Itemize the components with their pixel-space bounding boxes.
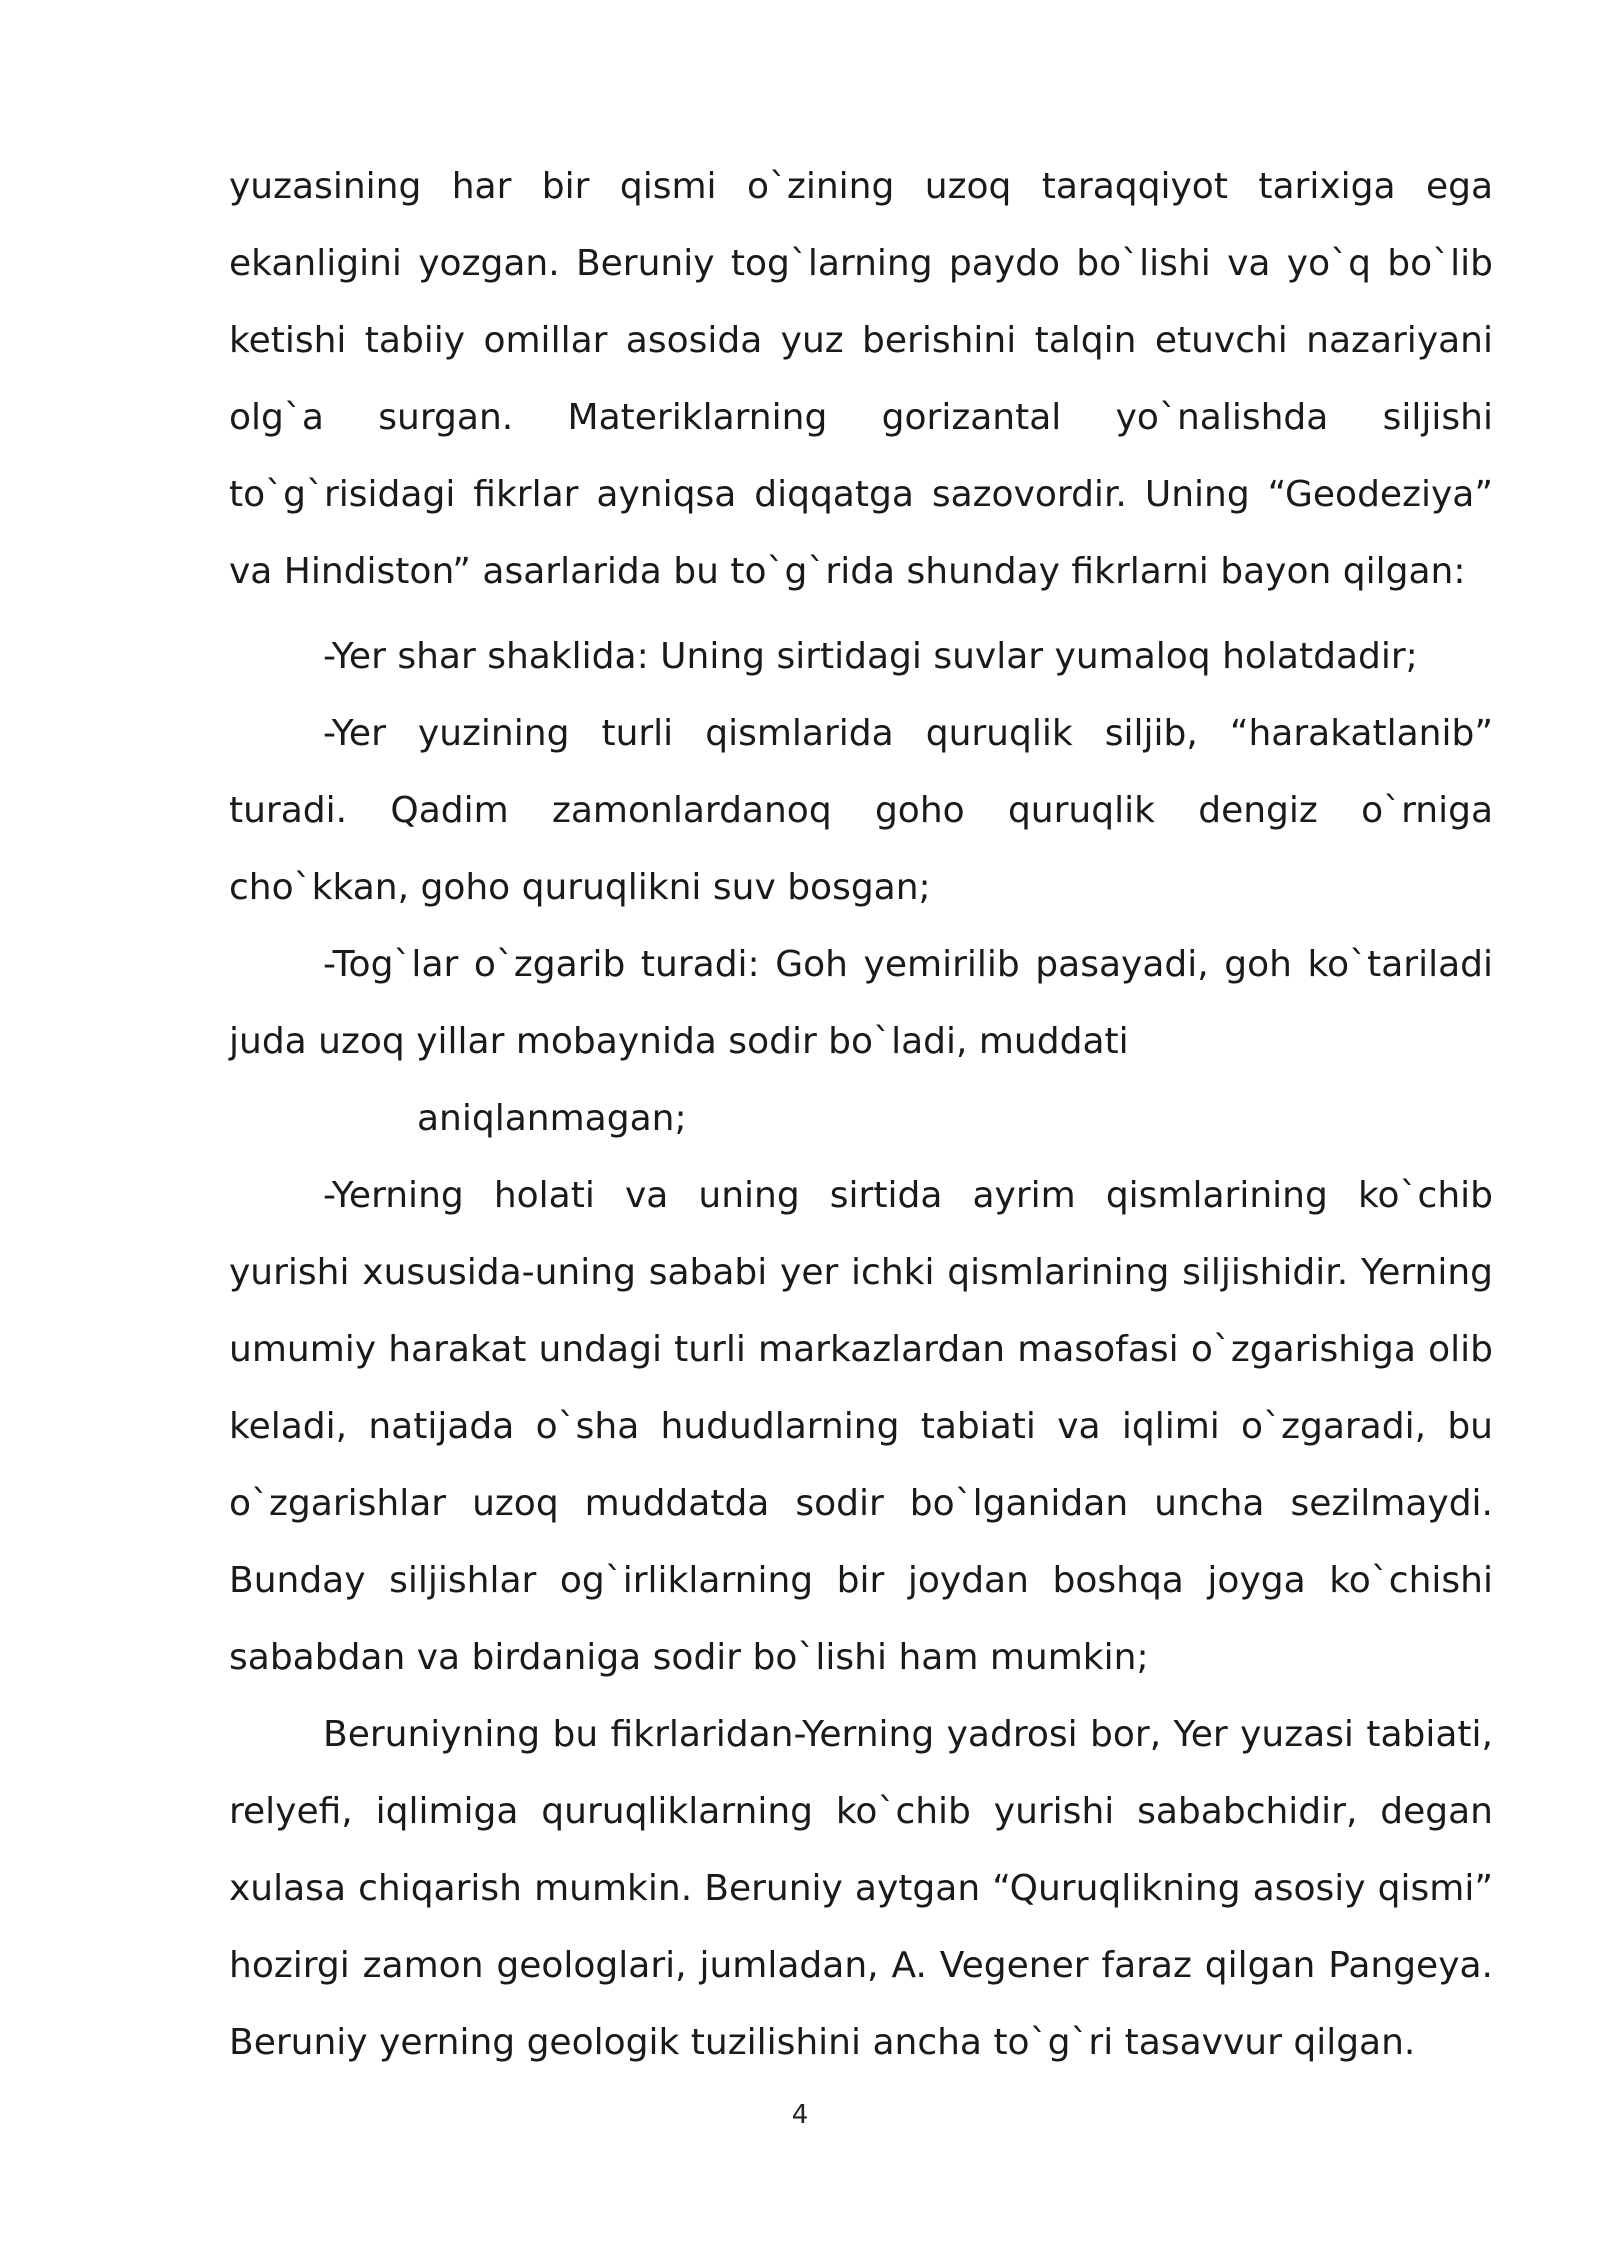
paragraph-conclusion: Beruniyning bu fikrlaridan-Yerning yadrosi bor, Yer yuzasi tabiati, relyefi, iqlimiga quruqliklarning ko`chib yurishi sababchidir, degan xulasa chiqarish mumkin. Beruniy aytgan “Quruqlikning asosiy qismi” hozirgi zamon geologlari, jumladan, A. Vegener faraz qilgan Pangeya. Beruniy yerning geologik tuzilishini ancha to`g`ri tasavvur qilgan.	[229, 1714, 1493, 2063]
list-item-land-movement: -Yer yuzining turli qismlarida quruqlik siljib, “harakatlanib” turadi. Qadim zamonlardanoq goho quruqlik dengiz o`rniga cho`kkan, goho quruqlikni suv bosgan;	[229, 713, 1493, 908]
body-text	[229, 148, 1493, 2081]
list-item-earth-shape: -Yer shar shaklida: Uning sirtidagi suvlar yumaloq holatdadir;	[323, 636, 1418, 677]
list-item-earth-state: -Yerning holati va uning sirtida ayrim qismlarining ko`chib yurishi xususida-uning sababi yer ichki qismlarining siljishidir. Yerning umumiy harakat undagi turli markazlardan masofasi o`zgarishiga olib keladi, natijada o`sha hududlarning tabiati va iqlimi o`zgaradi, bu o`zgarishlar uzoq muddatda sodir bo`lganidan uncha sezilmaydi. Bunday siljishlar og`irliklarning bir joydan boshqa joyga ko`chishi sababdan va birdaniga sodir bo`lishi ham mumkin;	[229, 1175, 1493, 1678]
page-number: 4	[791, 2100, 809, 2130]
paragraph-intro: yuzasining har bir qismi o`zining uzoq taraqqiyot tarixiga ega ekanligini yozgan. Beruniy tog`larning paydo bo`lishi va yo`q bo`lib ketishi tabiiy omillar asosida yuz berishini talqin etuvchi nazariyani olg`a surgan. Materiklarning gorizantal yo`nalishda siljishi to`g`risidagi fikrlar ayniqsa diqqatga sazovordir. Uning “Geodeziya” va Hindiston” asarlarida bu to`g`rida shunday fikrlarni bayon qilgan:	[229, 166, 1493, 592]
list-item-mountains-text: -Tog`lar o`zgarib turadi: Goh yemirilib pasayadi, goh ko`tariladi juda uzoq yillar mobaynida sodir bo`ladi, muddati	[229, 944, 1493, 1062]
list-item-mountains-tail: aniqlanmagan;	[417, 1098, 687, 1139]
list-item-mountains	[229, 926, 1493, 1157]
